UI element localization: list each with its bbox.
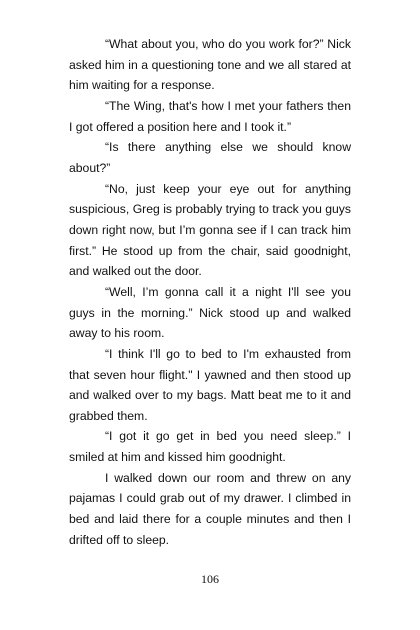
paragraph: “No, just keep your eye out for anything suspicious, Greg is probably trying to track you guys down right now, but I’m gonna see if I can track him first.” He stood up from the chair, said goodnight, and walked out the door. xyxy=(69,181,351,279)
paragraph: “I got it go get in bed you need sleep.” I smiled at him and kissed him goodnight. xyxy=(69,429,351,465)
paragraph: “Well, I’m gonna call it a night I'll see you guys in the morning.” Nick stood up and walked away to his room. xyxy=(69,284,351,341)
paragraph: “Is there anything else we should know about?” xyxy=(69,140,351,175)
paragraph: “I think I'll go to bed to I'm exhausted from that seven hour flight." I yawned and then stood up and walked over to my bags. Matt beat me to it and grabbed them. xyxy=(69,346,351,423)
body-text xyxy=(69,34,351,550)
paragraph: “What about you, who do you work for?” Nick asked him in a questioning tone and we all stared at him waiting for a response. xyxy=(69,37,351,93)
paragraph: I walked down our room and threw on any pajamas I could grab out of my drawer. I climbed in bed and laid there for a couple minutes and then I drifted off to sleep. xyxy=(69,470,351,547)
page-number: 106 xyxy=(201,572,219,586)
paragraph: “The Wing, that's how I met your fathers then I got offered a position here and I took it.” xyxy=(69,98,351,134)
